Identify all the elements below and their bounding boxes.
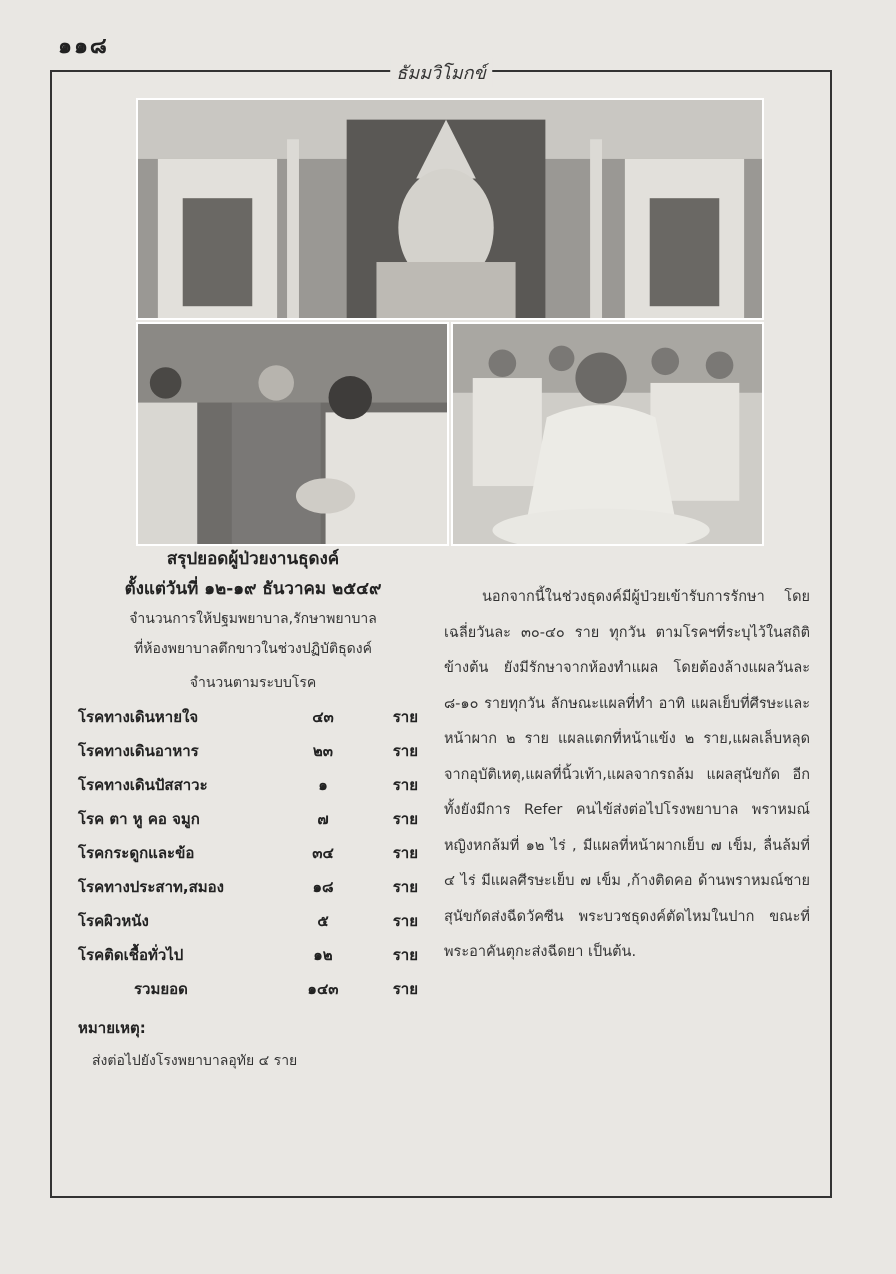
content-frame [50, 63, 832, 1198]
summary-title: สรุปยอดผู้ป่วยงานธุดงค์ [166, 549, 340, 569]
case-unit: ราย [392, 708, 418, 726]
stat-row [78, 870, 428, 904]
case-count: ๓๔ [312, 844, 334, 862]
disease-name: โรคทางเดินอาหาร [78, 742, 199, 760]
stat-row [78, 734, 428, 768]
photo-grid [136, 98, 764, 546]
stat-row [78, 768, 428, 802]
total-count: ๑๔๓ [307, 980, 339, 998]
disease-name: โรคทางเดินหายใจ [78, 708, 199, 726]
group-label: จำนวนตามระบบโรค [189, 675, 317, 691]
page-number: ๑๑๘ [58, 33, 109, 59]
case-count: ๗ [317, 810, 329, 828]
body-text-column [444, 580, 810, 971]
stat-row [78, 904, 428, 938]
case-unit: ราย [392, 946, 418, 964]
body-paragraph: นอกจากนี้ในช่วงธุดงค์มีผู้ป่วยเข้ารับการรักษา โดยเฉลี่ยวันละ ๓๐-๔๐ ราย ทุกวัน ตามโรคฯที่ระบุไว้ในสถิติข้างต้น ยังมีรักษาจากห้องทำแผล โดยต้องล้างแผลวันละ ๘-๑๐ รายทุกวัน ลักษณะแผลที่ทำ อาทิ แผลเย็บที่ศีรษะและหน้าผาก ๒ ราย แผลแตกที่หน้าแข้ง ๒ ราย,แผลเล็บหลุดจากอุบัติเหตุ,แผลที่นิ้วเท้า,แผลจากรถล้ม แผลสุนัขกัด อีกทั้งยังมีการ Refer คนไข้ส่งต่อไปโรงพยาบาล พราหมณ์หญิงหกล้มที่ ๑๒ ไร่ , มีแผลที่หน้าผากเย็บ ๗ เข็ม, ลื่นล้มที่ ๔ ไร่ มีแผลศีรษะเย็บ ๗ เข็ม ,ก้างติดคอ ด้านพราหมณ์ชายสุนัขกัดส่งฉีดวัคซีน พระบวชธุดงค์ตัดไหมในปาก ขณะที่พระอาคันตุกะส่งฉีดยา เป็นต้น. [444, 589, 810, 960]
disease-name: โรคติดเชื้อทั่วไป [78, 946, 184, 964]
meditation-photo [451, 322, 764, 546]
patient-summary [78, 544, 428, 1076]
alms-offering-photo [136, 322, 449, 546]
case-count: ๒๓ [312, 742, 334, 760]
disease-name: โรคผิวหนัง [78, 912, 149, 930]
disease-name: โรค ตา หู คอ จมูก [78, 810, 200, 828]
running-title: ธัมมวิโมกข์ [390, 58, 492, 87]
case-unit: ราย [392, 776, 418, 794]
case-count: ๑๒ [313, 946, 333, 964]
stat-row [78, 700, 428, 734]
stat-row [78, 938, 428, 972]
case-count: ๔๓ [312, 708, 334, 726]
case-count: ๕ [317, 912, 329, 930]
disease-name: โรคทางเดินปัสสาวะ [78, 776, 208, 794]
case-unit: ราย [392, 844, 418, 862]
case-unit: ราย [392, 878, 418, 896]
disease-name: โรคกระดูกและข้อ [78, 844, 195, 862]
note-text: ส่งต่อไปยังโรงพยาบาลอุทัย ๔ ราย [92, 1053, 298, 1069]
summary-date: ตั้งแต่วันที่ ๑๒-๑๙ ธันวาคม ๒๕๔๙ [124, 579, 382, 599]
stat-row [78, 836, 428, 870]
stat-row [78, 802, 428, 836]
total-row [78, 972, 428, 1006]
case-count: ๑๘ [312, 878, 334, 896]
total-unit: ราย [392, 980, 418, 998]
case-unit: ราย [392, 742, 418, 760]
summary-description: ที่ห้องพยาบาลตึกขาวในช่วงปฏิบัติธุดงค์ [134, 641, 372, 657]
disease-name: โรคทางประสาท,สมอง [78, 878, 224, 896]
total-label: รวมยอด [134, 980, 188, 998]
case-count: ๑ [318, 776, 328, 794]
summary-description: จำนวนการให้ปฐมพยาบาล,รักษาพยาบาล [129, 611, 377, 627]
case-unit: ราย [392, 912, 418, 930]
note-title: หมายเหตุ: [78, 1019, 146, 1037]
case-unit: ราย [392, 810, 418, 828]
temple-altar-photo [136, 98, 764, 320]
